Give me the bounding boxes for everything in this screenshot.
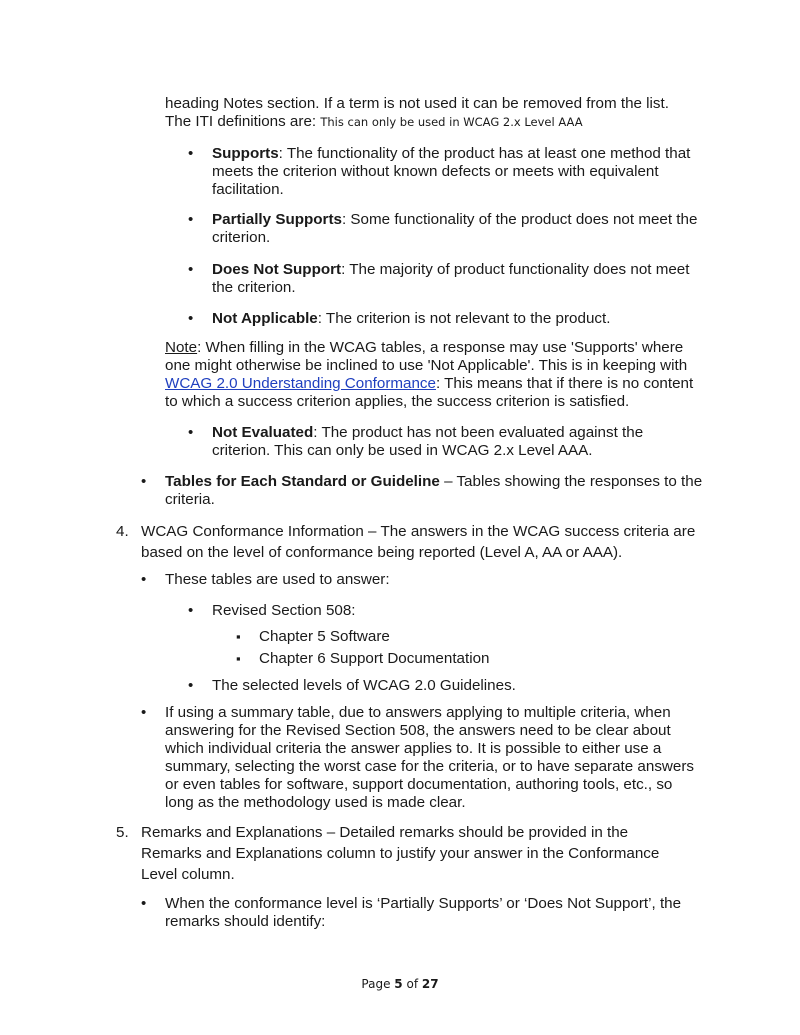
list-item-text: Remarks and Explanations – Detailed remarks should be provided in the Remarks and Explanations column to justify your answer in the Conformance Level column. [141, 824, 660, 883]
list-number: 4. [116, 523, 129, 540]
definition-text: : The majority of product functionality does not meet the criterion. [212, 261, 690, 296]
list-number: 5. [116, 824, 129, 841]
definition-does-not-support [212, 261, 712, 297]
list-item-4 [116, 521, 706, 563]
intro-line1: heading Notes section. If a term is not used it can be removed from the list. [165, 95, 669, 112]
definition-supports [212, 145, 712, 199]
note-text1: : When filling in the WCAG tables, a response may use 'Supports' where one might otherwise be inclined to use 'Not Applicable'. This is in keeping with [165, 339, 688, 374]
definition-term: Not Evaluated [212, 424, 314, 441]
tables-item [165, 473, 710, 509]
definition-partially-supports [212, 211, 712, 247]
note-label: Note [165, 339, 198, 356]
definition-text: : The product has not been evaluated against the criterion. This can only be used in WCAG 2.x Level AAA. [212, 424, 644, 459]
definition-text: : The criterion is not relevant to the product. [317, 310, 611, 327]
item4-chapter6: ▪ Chapter 6 Support Documentation [259, 650, 699, 668]
definition-text: : Some functionality of the product does not meet the criterion. [212, 211, 698, 246]
definition-term: Partially Supports [212, 211, 342, 228]
note-text2: : This means that if there is no content to which a success criterion applies, the success criterion is satisfied. [165, 375, 694, 410]
wcag-understanding-link[interactable]: WCAG 2.0 Understanding Conformance [165, 375, 436, 392]
item5-sub1: • When the conformance level is ‘Partially Supports’ or ‘Does Not Support’, the remarks should identify: [165, 895, 710, 931]
page-total: 27 [421, 977, 439, 991]
intro-paragraph [165, 95, 725, 131]
list-item-5 [116, 822, 686, 885]
item4-sub1b: • The selected levels of WCAG 2.0 Guidelines. [212, 677, 692, 695]
page-footer: Page 5 of 27 [361, 977, 439, 991]
item4-sub1: • These tables are used to answer: [165, 571, 705, 589]
item4-sub2: • If using a summary table, due to answers applying to multiple criteria, when answering for the Revised Section 508, the answers need to be clear about which individual criteria the answer applies to. It is possible to either use a summary, selecting the worst case for the criteria, or to have separate answers or even tables for software, support documentation, authoring tools, etc., so long as the methodology used is made clear. [165, 704, 703, 812]
item4-sub1a: • Revised Section 508: [212, 602, 692, 620]
page-number: 5 [394, 977, 403, 991]
intro-line2: The ITI definitions are: [165, 113, 317, 130]
tables-text: – Tables showing the responses to the criteria. [165, 473, 703, 508]
definition-term: Not Applicable [212, 310, 318, 327]
definition-text: : The functionality of the product has at least one method that meets the criterion without known defects or meets with equivalent facilitation. [212, 145, 691, 198]
item4-chapter5: ▪ Chapter 5 Software [259, 628, 699, 646]
list-item-text: WCAG Conformance Information – The answers in the WCAG success criteria are based on the level of conformance being reported (Level A, AA or AAA). [141, 523, 696, 561]
definition-term: Supports [212, 145, 279, 162]
intro-line2-small: This can only be used in WCAG 2.x Level AAA [320, 115, 583, 129]
definition-not-evaluated [212, 424, 682, 460]
definition-not-applicable [212, 310, 712, 328]
note-paragraph [165, 339, 710, 411]
tables-term: Tables for Each Standard or Guideline [165, 473, 440, 490]
definition-term: Does Not Support [212, 261, 342, 278]
